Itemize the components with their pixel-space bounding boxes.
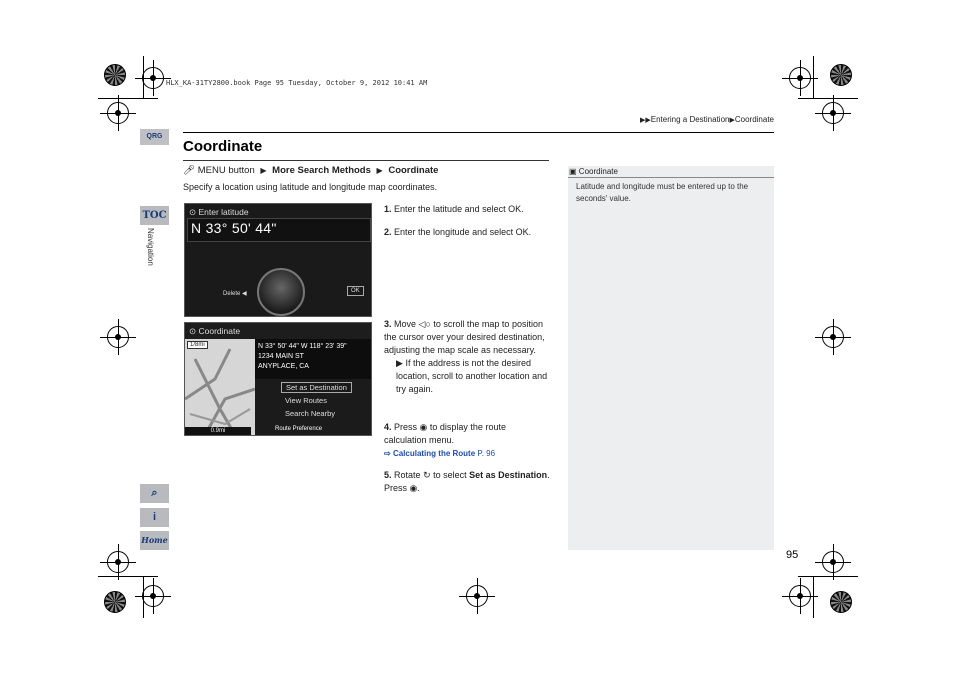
dial-knob-icon	[257, 268, 305, 316]
step-3: 3. Move ◁○ to scroll the map to position the cursor over your desired destination, adjusting the map scale as necessary. ▶ If the address is not the desired location, scroll to another location and try again.	[384, 318, 550, 396]
map-scale: 1/8mi	[187, 341, 208, 349]
coordinate-result-screenshot	[184, 322, 372, 436]
crop-mark	[798, 98, 858, 99]
path-step: More Search Methods	[272, 165, 371, 176]
menu-path	[183, 165, 438, 176]
crosshair-mark	[142, 67, 164, 89]
sidebar-body: Latitude and longitude must be entered up to the seconds' value.	[576, 182, 749, 203]
latitude-entry-screenshot	[184, 203, 372, 317]
enter-button-icon: ◉	[419, 422, 428, 432]
crosshair-mark	[822, 551, 844, 573]
crosshair-mark	[466, 585, 488, 607]
arrow-icon: ▶	[396, 358, 403, 368]
latitude-value: N 33° 50' 44"	[191, 220, 277, 236]
ok-button: OK	[347, 286, 364, 296]
route-preference-label: Route Preference	[275, 426, 323, 432]
step-3-note: ▶ If the address is not the desired location, scroll to another location and try again.	[396, 358, 548, 394]
triangle-icon: ▶	[729, 117, 735, 124]
delete-label: Delete ◀	[223, 291, 247, 297]
screen-header: ⊙ Enter latitude	[189, 207, 249, 217]
description: Specify a location using latitude and longitude map coordinates.	[183, 182, 438, 192]
registration-mark	[830, 64, 852, 86]
sidebar-heading: ▣ Coordinate	[568, 166, 774, 178]
step-5: 5. Rotate ↻ to select Set as Destination. Press ◉.	[384, 470, 550, 493]
menu-item: Set as Destination	[281, 382, 352, 393]
triangle-icon: ▶▶	[639, 117, 651, 124]
crosshair-mark	[822, 102, 844, 124]
crosshair-mark	[789, 67, 811, 89]
crosshair-mark	[822, 326, 844, 348]
registration-mark	[104, 591, 126, 613]
map-view	[185, 339, 255, 435]
menu-item: Search Nearby	[285, 409, 336, 418]
title-rule	[183, 160, 549, 161]
map-roads	[185, 339, 255, 435]
menu-item: View Routes	[285, 396, 327, 405]
crosshair-mark	[789, 585, 811, 607]
registration-mark	[104, 64, 126, 86]
calculating-route-link[interactable]: ⇨ Calculating the Route P. 96	[384, 449, 496, 458]
crop-mark	[813, 56, 814, 98]
header-rule	[183, 132, 774, 133]
note-sidebar	[568, 166, 774, 550]
address-line: ANYPLACE, CA	[258, 363, 309, 370]
crop-mark	[98, 576, 158, 577]
mic-icon: 🎤︎	[183, 165, 196, 176]
enter-button-icon: ◉	[409, 483, 418, 493]
breadcrumb	[640, 115, 774, 124]
coordinates: N 33° 50' 44" W 118° 23' 39"	[258, 343, 347, 350]
crosshair-mark	[142, 585, 164, 607]
page-title: Coordinate	[183, 138, 263, 155]
crosshair-mark	[107, 326, 129, 348]
arrow-icon: ▶	[376, 166, 383, 175]
note-icon: ▣	[569, 167, 577, 176]
arrow-icon: ▶	[260, 166, 267, 175]
info-icon[interactable]: i	[140, 508, 169, 527]
path-menu: MENU button	[197, 165, 255, 176]
distance-readout: 0.9mi	[185, 427, 251, 435]
registration-mark	[830, 591, 852, 613]
rotary-knob-icon: ↻	[423, 470, 431, 480]
route-menu	[255, 379, 371, 435]
path-step: Coordinate	[388, 165, 439, 176]
joystick-icon: ◁○	[418, 319, 431, 329]
crop-mark	[813, 576, 814, 618]
crosshair-mark	[107, 551, 129, 573]
print-header: HLX_KA-31TY2800.book Page 95 Tuesday, October 9, 2012 10:41 AM	[166, 79, 428, 87]
page-number: 95	[786, 549, 799, 561]
home-tab[interactable]: Home	[140, 531, 169, 550]
crop-mark	[98, 98, 158, 99]
step-2: 2. Enter the longitude and select OK.	[384, 227, 532, 237]
crop-mark	[798, 576, 858, 577]
step-1: 1. Enter the latitude and select OK.	[384, 204, 524, 214]
address-line: 1234 MAIN ST	[258, 353, 304, 360]
crosshair-mark	[107, 102, 129, 124]
toc-tab[interactable]: TOC	[140, 206, 169, 225]
screen-header: ⊙ Coordinate	[185, 323, 371, 339]
breadcrumb-part: Entering a Destination	[650, 115, 730, 124]
qrg-tab[interactable]: QRG	[140, 129, 169, 145]
voice-command-icon[interactable]: ⌕	[140, 484, 169, 503]
section-label: Navigation	[146, 228, 155, 266]
step-4: 4. Press ◉ to display the route calculation menu. ⇨ Calculating the Route P. 96	[384, 421, 550, 460]
breadcrumb-part: Coordinate	[734, 115, 774, 124]
